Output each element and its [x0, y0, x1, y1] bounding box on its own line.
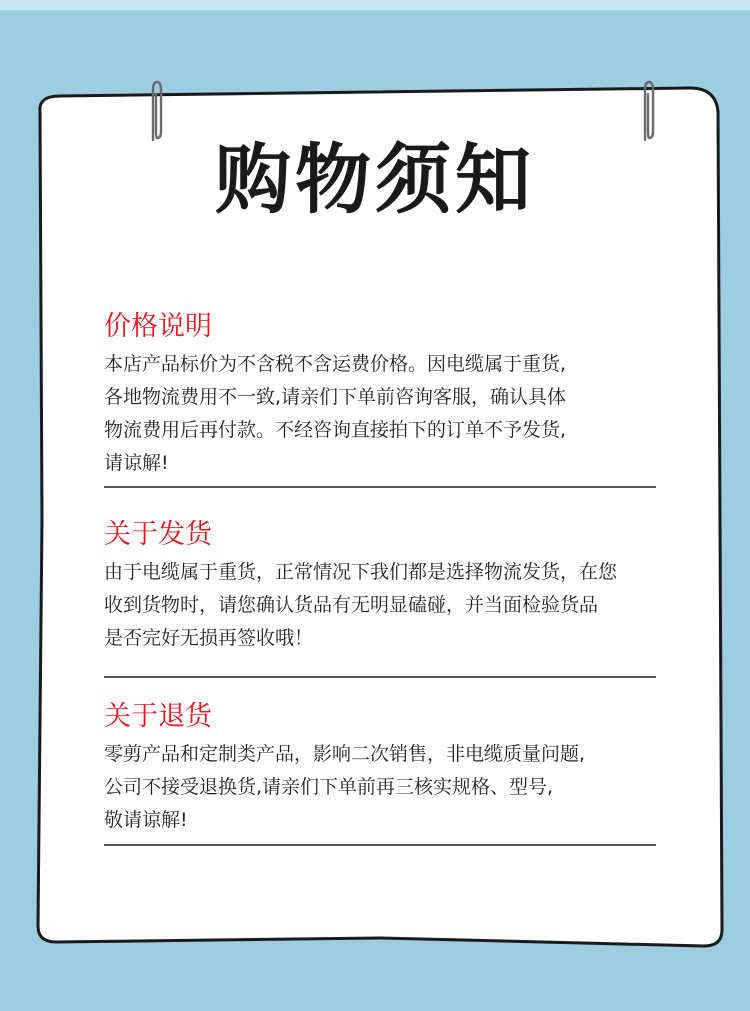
section-heading: 关于退货 — [104, 701, 212, 732]
divider — [104, 844, 656, 846]
divider — [104, 676, 656, 678]
section-heading: 关于发货 — [104, 519, 212, 550]
section-body: 由于电缆属于重货，正常情况下我们都是选择物流发货，在您 收到货物时，请您确认货品有无明显磕碰，并当面检验货品 是否完好无损再签收哦！ — [104, 561, 618, 649]
page-title: 购物须知 — [215, 135, 535, 224]
section-body: 本店产品标价为不含税不含运费价格。因电缆属于重货, 各地物流费用不一致,请亲们下单前咨询客服，确认具体 物流费用后再付款。不经咨询直接拍下的订单不予发货, 请谅解! — [104, 353, 567, 474]
section-shipping — [104, 518, 656, 655]
section-returns — [104, 700, 656, 837]
section-price-info — [104, 310, 656, 480]
section-heading: 价格说明 — [104, 311, 212, 342]
divider — [104, 486, 656, 488]
section-body: 零剪产品和定制类产品，影响二次销售，非电缆质量问题, 公司不接受退换货,请亲们下单前再三核实规格、型号, 敬请谅解! — [104, 743, 586, 831]
